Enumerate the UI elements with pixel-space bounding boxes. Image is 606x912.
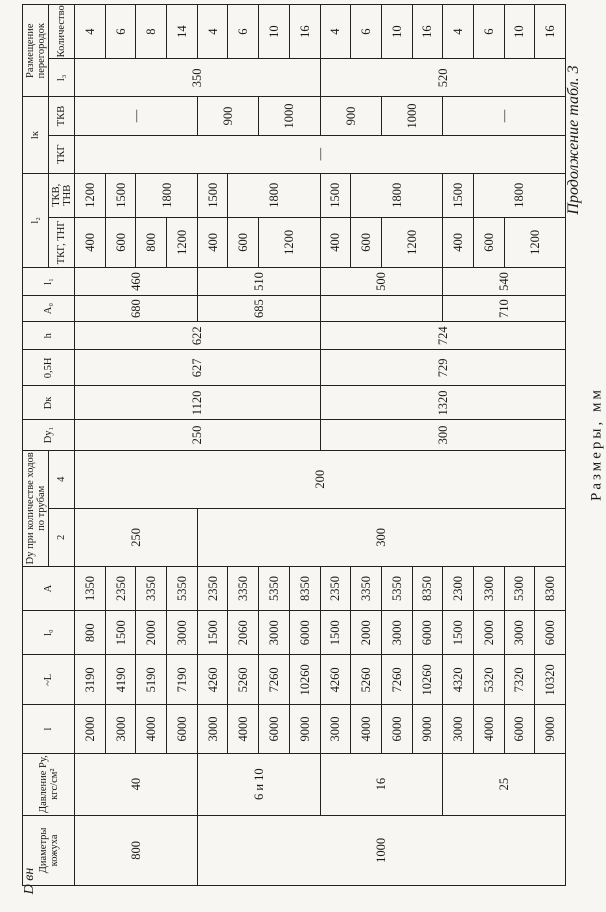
cell-l: 2000: [75, 705, 106, 753]
cell-l2-tkg: 800: [136, 217, 167, 267]
cell-A: 2350: [197, 566, 228, 610]
cell-count: 6: [228, 5, 259, 59]
cell-L: 5260: [228, 655, 259, 705]
header-l2-group: l₂: [23, 173, 49, 267]
table-viewport: [22, 4, 566, 886]
cell-count: 16: [535, 5, 566, 59]
cell-l2-tkg: 600: [473, 217, 504, 267]
cell-L: 4260: [197, 655, 228, 705]
cell-l2-tkv: 1800: [228, 173, 320, 217]
cell-A: 3300: [473, 566, 504, 610]
cell-A: 5350: [381, 566, 412, 610]
header-placement-group: Размещение перегородок: [23, 5, 49, 97]
group-l3-520: 520: [320, 59, 566, 97]
header-l1: l₁: [23, 268, 75, 296]
header-passes-4: 4: [49, 450, 75, 508]
group-dy1-300: 300: [320, 420, 566, 450]
group-dk-1120: 1120: [75, 386, 321, 420]
cell-A: 8300: [535, 566, 566, 610]
cell-l0: 6000: [412, 611, 443, 655]
cell-l: 4000: [136, 705, 167, 753]
cell-L: 5320: [473, 655, 504, 705]
cell-l: 9000: [535, 705, 566, 753]
cell-A: 3350: [351, 566, 382, 610]
side-label: D вн: [22, 867, 37, 895]
cell-count: 8: [136, 5, 167, 59]
cell-L: 4260: [320, 655, 351, 705]
cell-l0: 2060: [228, 611, 259, 655]
cell-A: 3350: [136, 566, 167, 610]
cell-l2-tkg: 600: [105, 217, 136, 267]
cell-lk-900: 900: [197, 97, 258, 135]
cell-l2-tkg: 1200: [259, 217, 320, 267]
cell-l: 6000: [504, 705, 535, 753]
rotated-table-container: [22, 4, 566, 886]
cell-A: 1350: [75, 566, 106, 610]
cell-L: 4320: [443, 655, 474, 705]
group-dk-1320: 1320: [320, 386, 566, 420]
cell-l0: 3000: [167, 611, 198, 655]
cell-count: 10: [259, 5, 290, 59]
cell-A: 2300: [443, 566, 474, 610]
group-l1-510: 510: [197, 268, 320, 296]
cell-L: 7320: [504, 655, 535, 705]
header-l2-tkg-tng: ТКГ, ТНГ: [49, 217, 75, 267]
cell-l2-tkg: 1200: [504, 217, 565, 267]
cell-A: 5300: [504, 566, 535, 610]
dimensions-table: [22, 4, 566, 886]
cell-l0: 3000: [381, 611, 412, 655]
header-dy-group: Dу при количестве ходов по трубам: [23, 450, 49, 566]
cell-L: 4190: [105, 655, 136, 705]
group-lk-tkg-dash: —: [75, 135, 566, 173]
group-pressure-6-10: 6 и 10: [197, 753, 320, 815]
header-half-h: 0,5H: [23, 350, 75, 386]
cell-l: 6000: [167, 705, 198, 753]
header-L: ~L: [23, 655, 75, 705]
cell-l2-tkv: 1800: [136, 173, 197, 217]
cell-l0: 2000: [473, 611, 504, 655]
cell-l: 3000: [443, 705, 474, 753]
group-diameter-1000: 1000: [197, 815, 565, 885]
group-l1-500: 500: [320, 268, 443, 296]
cell-count: 6: [105, 5, 136, 59]
cell-l0: 1500: [197, 611, 228, 655]
group-a0-685: 685: [197, 296, 320, 322]
cell-count: 14: [167, 5, 198, 59]
group-half-h-627: 627: [75, 350, 321, 386]
cell-count: 6: [351, 5, 382, 59]
cell-l2-tkv: 1200: [75, 173, 106, 217]
cell-l0: 1500: [443, 611, 474, 655]
cell-lk-1000-b: 1000: [381, 97, 442, 135]
cell-L: 7260: [381, 655, 412, 705]
cell-A: 2350: [320, 566, 351, 610]
cell-count: 4: [320, 5, 351, 59]
cell-l: 4000: [228, 705, 259, 753]
cell-l: 4000: [351, 705, 382, 753]
cell-A: 2350: [105, 566, 136, 610]
header-l0: l₀: [23, 611, 75, 655]
cell-l2-tkg: 400: [320, 217, 351, 267]
cell-A: 5350: [259, 566, 290, 610]
cell-l2-tkv: 1500: [197, 173, 228, 217]
cell-L: 5260: [351, 655, 382, 705]
group-half-h-729: 729: [320, 350, 566, 386]
cell-l: 6000: [259, 705, 290, 753]
header-pressure: Давление Pу, кгс/см²: [23, 753, 75, 815]
header-l2-tkv-tnv: ТКВ, ТНВ: [49, 173, 75, 217]
cell-count: 6: [473, 5, 504, 59]
header-l: l: [23, 705, 75, 753]
cell-l0: 2000: [136, 611, 167, 655]
group-lk-tkv-dash: —: [75, 97, 198, 135]
header-passes-2: 2: [49, 508, 75, 566]
cell-count: 16: [289, 5, 320, 59]
cell-l2-tkg: 400: [75, 217, 106, 267]
header-a0: A₀: [23, 296, 75, 322]
cell-l: 3000: [105, 705, 136, 753]
cell-l: 3000: [197, 705, 228, 753]
cell-l0: 6000: [289, 611, 320, 655]
header-A: A: [23, 566, 75, 610]
group-dy2-300: 300: [197, 508, 565, 566]
cell-l0: 1500: [105, 611, 136, 655]
group-dy1-250: 250: [75, 420, 321, 450]
cell-L: 3190: [75, 655, 106, 705]
cell-L: 7260: [259, 655, 290, 705]
cell-L: 10260: [412, 655, 443, 705]
cell-l2-tkg: 1200: [381, 217, 442, 267]
header-lk-group: lк: [23, 97, 49, 173]
cell-l2-tkv: 1500: [105, 173, 136, 217]
cell-lk-1000: 1000: [259, 97, 320, 135]
group-h-622: 622: [75, 322, 321, 350]
cell-l: 6000: [381, 705, 412, 753]
cell-L: 5190: [136, 655, 167, 705]
cell-count: 4: [197, 5, 228, 59]
cell-A: 8350: [412, 566, 443, 610]
cell-l0: 6000: [535, 611, 566, 655]
table-title: Размеры, мм: [588, 387, 605, 501]
cell-l2-tkv: 1800: [473, 173, 565, 217]
cell-count: 10: [381, 5, 412, 59]
cell-count: 4: [75, 5, 106, 59]
table-caption: Продолжение табл. 3: [565, 65, 582, 215]
cell-l: 9000: [412, 705, 443, 753]
cell-l0: 3000: [259, 611, 290, 655]
cell-A: 3350: [228, 566, 259, 610]
cell-A: 8350: [289, 566, 320, 610]
cell-l2-tkv: 1500: [320, 173, 351, 217]
cell-l2-tkg: 600: [351, 217, 382, 267]
header-lk-tkg: ТКГ: [49, 135, 75, 173]
cell-lk-dash: —: [443, 97, 566, 135]
cell-l0: 3000: [504, 611, 535, 655]
header-h: h: [23, 322, 75, 350]
cell-l: 4000: [473, 705, 504, 753]
header-lk-tkv: ТКВ: [49, 97, 75, 135]
group-pressure-40: 40: [75, 753, 198, 815]
group-h-724: 724: [320, 322, 566, 350]
group-l3-350: 350: [75, 59, 321, 97]
header-l3: l₃: [49, 59, 75, 97]
cell-count: 10: [504, 5, 535, 59]
cell-l0: 1500: [320, 611, 351, 655]
cell-l2-tkv: 1800: [351, 173, 443, 217]
cell-l2-tkv: 1500: [443, 173, 474, 217]
group-dy4-200: 200: [75, 450, 566, 508]
cell-count: 16: [412, 5, 443, 59]
header-dk: Dк: [23, 386, 75, 420]
group-a0-710: 710: [443, 296, 566, 322]
cell-count: 4: [443, 5, 474, 59]
group-pressure-16: 16: [320, 753, 443, 815]
group-l1-540: 540: [443, 268, 566, 296]
header-dy1: Dу₁: [23, 420, 75, 450]
group-dy2-250: 250: [75, 508, 198, 566]
cell-L: 10320: [535, 655, 566, 705]
group-a0-680: 680: [75, 296, 198, 322]
cell-l: 3000: [320, 705, 351, 753]
cell-l2-tkg: 1200: [167, 217, 198, 267]
cell-lk-900-b: 900: [320, 97, 381, 135]
cell-L: 7190: [167, 655, 198, 705]
cell-l: 9000: [289, 705, 320, 753]
group-diameter-800: 800: [75, 815, 198, 885]
cell-l0: 2000: [351, 611, 382, 655]
group-l1-460: 460: [75, 268, 198, 296]
group-a0-685-b: [320, 296, 443, 322]
cell-l2-tkg: 400: [197, 217, 228, 267]
cell-L: 10260: [289, 655, 320, 705]
cell-l2-tkg: 400: [443, 217, 474, 267]
group-pressure-25: 25: [443, 753, 566, 815]
cell-l0: 800: [75, 611, 106, 655]
header-diameter: Диаметры кожуха: [23, 815, 75, 885]
cell-l2-tkg: 600: [228, 217, 259, 267]
header-count: Количество: [49, 5, 75, 59]
cell-A: 5350: [167, 566, 198, 610]
